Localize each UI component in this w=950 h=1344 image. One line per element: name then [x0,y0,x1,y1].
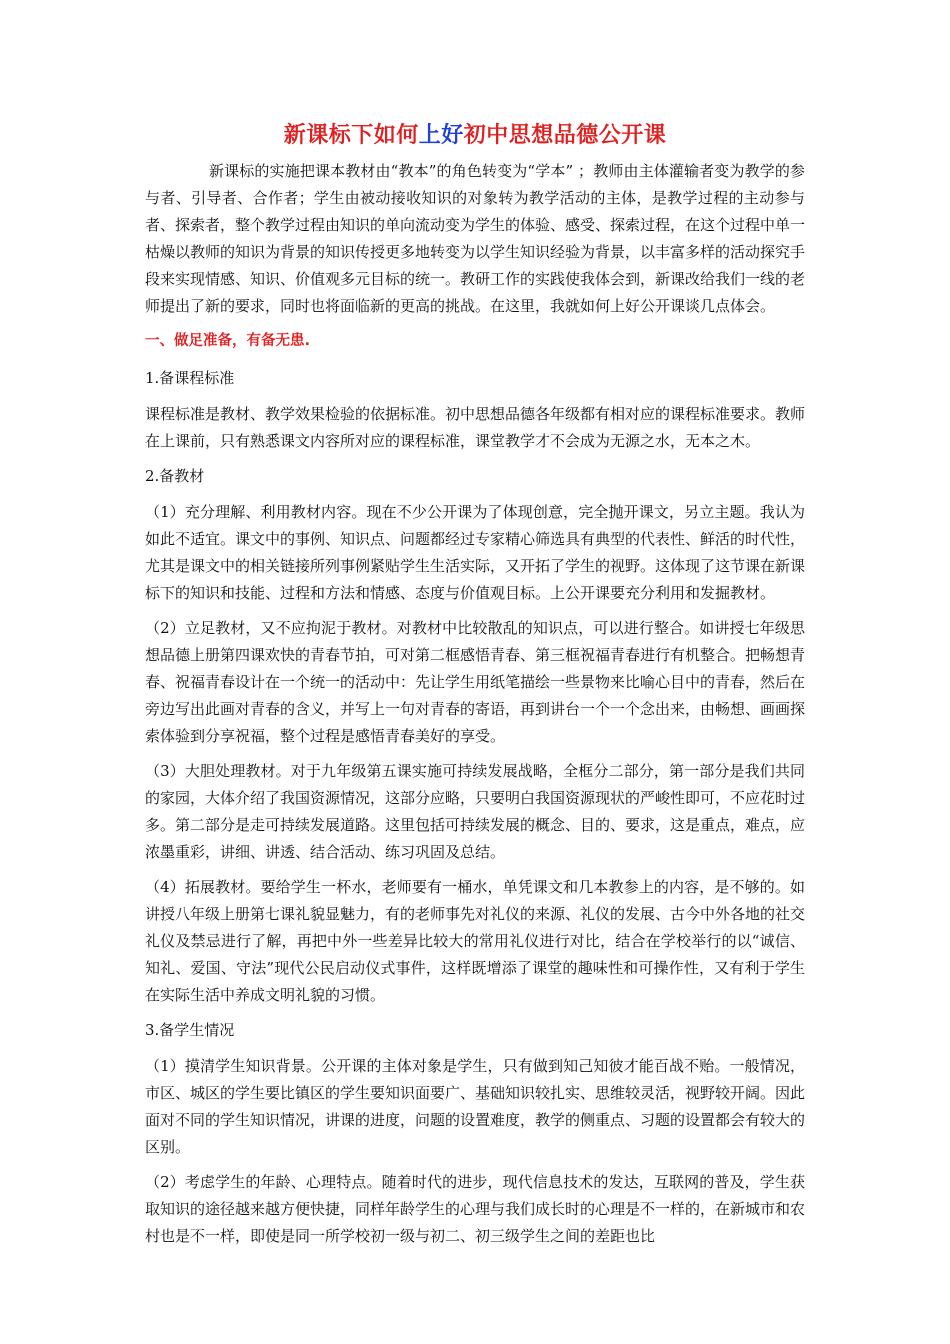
title-part-1: 新课标下如何 [283,123,419,148]
paragraph: （2）立足教材，又不应拘泥于教材。对教材中比较散乱的知识点，可以进行整合。如讲授七年级思想品德上册第四课欢快的青春节拍，可对第二框感悟青春、第三框祝福青春进行有机整合。把畅想青春、祝福青春设计在一个统一的活动中：先让学生用纸笔描绘一些景物来比喻心目中的青春，然后在旁边写出此画对青春的含义，并写上一句对青春的寄语，再到讲台一个一个念出来，由畅想、画画探索体验到分享祝福，整个过程是感悟青春美好的享受。 [145,619,806,745]
paragraph: 课程标准是教材、教学效果检验的依据标准。初中思想品德各年级都有相对应的课程标准要求。教师在上课前，只有熟悉课文内容所对应的课程标准，课堂教学才不会成为无源之水，无本之木。 [145,405,806,450]
subheading-textbook: 2.备教材 [145,467,205,485]
title-part-3: 初中思想品德公开课 [463,123,667,148]
subheading-curriculum: 1.备课程标准 [145,369,235,387]
paragraph: （1）摸清学生知识背景。公开课的主体对象是学生，只有做到知己知彼才能百战不贻。一般情况，市区、城区的学生要比镇区的学生要知识面要广、基础知识较扎实、思维较灵活，视野较开阔。因此面对不同的学生知识情况，讲课的进度，问题的设置难度，教学的侧重点、习题的设置都会有较大的区别。 [145,1057,806,1156]
paragraph: （3）大胆处理教材。对于九年级第五课实施可持续发展战略，全框分二部分，第一部分是我们共同的家园，大体介绍了我国资源情况，这部分应略，只要明白我国资源现状的严峻性即可，不应花时过多。第二部分是走可持续发展道路。这里包括可持续发展的概念、目的、要求，这是重点，难点，应浓墨重彩，讲细、讲透、结合活动、练习巩固及总结。 [145,762,806,861]
paragraph: （2）考虑学生的年龄、心理特点。随着时代的进步，现代信息技术的发达，互联网的普及，学生获取知识的途径越来越方便快捷，同样年龄学生的心理与我们成长时的心理是不一样的，在新城市和农村也是不一样，即使是同一所学校初一级与初二、初三级学生之间的差距也比 [145,1173,806,1245]
title-part-2: 上好 [418,123,464,148]
intro-paragraph: 新课标的实施把课本教材由“教本”的角色转变为“学本” ；教师由主体灌输者变为教学的参与者、引导者、合作者；学生由被动接收知识的对象转为教学活动的主体，是教学过程的主动参与者、探索者，整个教学过程由知识的单向流动变为学生的体验、感受、探索过程，在这个过程中单一枯燥以教师的知识为背景的知识传授更多地转变为以学生知识经验为背景，以丰富多样的活动探究手段来实现情感、知识、价值观多元目标的统一。教研工作的实践使我体会到，新课改给我们一线的老师提出了新的要求，同时也将面临新的更高的挑战。在这里，我就如何上好公开课谈几点体会。 [145,162,806,315]
subheading-students: 3.备学生情况 [145,1021,235,1039]
paragraph: （1）充分理解、利用教材内容。现在不少公开课为了体现创意，完全抛开课文，另立主题。我认为如此不适宜。课文中的事例、知识点、问题都经过专家精心筛选具有典型的代表性、鲜活的时代性，尤其是课文中的相关链接所列事例紧贴学生生活实际，又开拓了学生的视野。这体现了这节课在新课标下的知识和技能、过程和方法和情感、态度与价值观目标。上公开课要充分利用和发掘教材。 [145,503,806,602]
paragraph: （4）拓展教材。要给学生一杯水，老师要有一桶水，单凭课文和几本教参上的内容，是不够的。如讲授八年级上册第七课礼貌显魅力，有的老师事先对礼仪的来源、礼仪的发展、古今中外各地的社交礼仪及禁忌进行了解，再把中外一些差异比较大的常用礼仪进行对比，结合在学校举行的以“诚信、知礼、爱国、守法”现代公民启动仪式事件，这样既增添了课堂的趣味性和可操作性，又有利于学生在实际生活中养成文明礼貌的习惯。 [145,878,806,1004]
document-body [145,158,805,1258]
section-heading: 一、做足准备，有备无患. [145,333,311,349]
document-title [0,122,950,150]
